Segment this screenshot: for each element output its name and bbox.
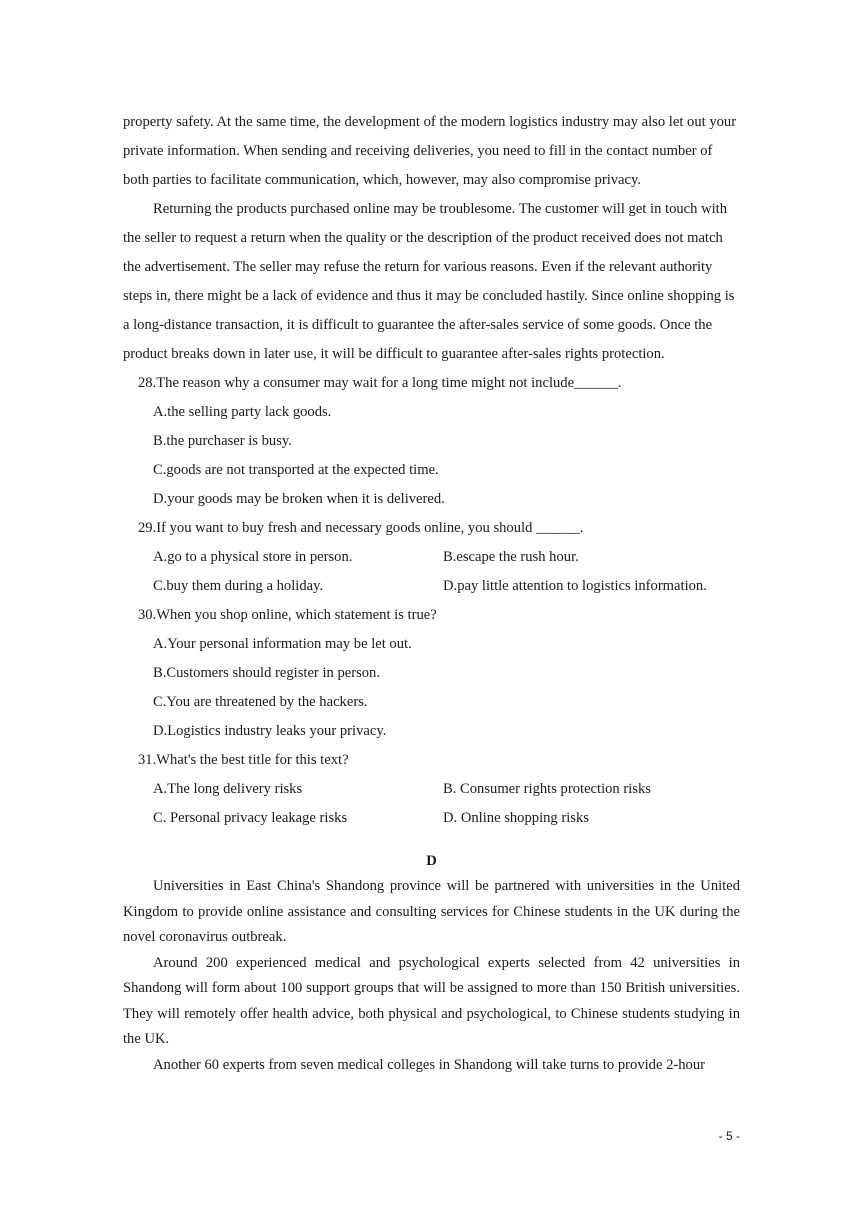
section-title: D <box>426 853 437 869</box>
option-row <box>123 572 740 601</box>
option-a: A.Your personal information may be let out. <box>153 636 412 652</box>
page-number: - 5 - <box>718 1129 740 1143</box>
option-a: A.The long delivery risks <box>153 781 303 797</box>
option-c: C.goods are not transported at the expected time. <box>153 462 439 478</box>
option-row <box>123 775 740 804</box>
option-b: B.the purchaser is busy. <box>153 433 292 449</box>
option-c: C.buy them during a holiday. <box>153 578 324 594</box>
question-stem: 30.When you shop online, which statement is true? <box>138 607 437 623</box>
paragraph-d-2: Around 200 experienced medical and psychological experts selected from 42 universities in Shandong will form about 100 support groups that will be assigned to more than 150 British universities. They will remotely offer health advice, both physical and psychological, to Chinese students studying in the UK. <box>123 954 740 1047</box>
option-d: D.Logistics industry leaks your privacy. <box>153 723 387 739</box>
question-stem: 29.If you want to buy fresh and necessary goods online, you should ______. <box>138 520 584 536</box>
option-a: A.the selling party lack goods. <box>153 404 332 420</box>
option-b: B.Customers should register in person. <box>153 665 380 681</box>
paragraph-d-3: Another 60 experts from seven medical colleges in Shandong will take turns to provide 2-hour <box>153 1056 705 1073</box>
question-31 <box>123 746 740 833</box>
question-stem: 28.The reason why a consumer may wait for a long time might not include______. <box>138 375 622 391</box>
page-content <box>123 108 740 1078</box>
question-28 <box>123 369 740 514</box>
paragraph-d-1: Universities in East China's Shandong province will be partnered with universities in the United Kingdom to provide online assistance and consulting services for Chinese students in the UK during the novel coronavirus outbreak. <box>123 878 740 945</box>
paragraph-c-1: property safety. At the same time, the development of the modern logistics industry may also let out your private information. When sending and receiving deliveries, you need to fill in the contact number of both parties to facilitate communication, which, however, may also compromise privacy. <box>123 114 737 188</box>
option-a: A.go to a physical store in person. <box>153 549 353 565</box>
question-30 <box>123 601 740 746</box>
option-row <box>123 543 740 572</box>
question-29 <box>123 514 740 601</box>
option-b: B. Consumer rights protection risks <box>443 781 651 797</box>
question-stem: 31.What's the best title for this text? <box>138 752 349 768</box>
option-d: D. Online shopping risks <box>443 810 589 826</box>
option-c: C. Personal privacy leakage risks <box>153 810 348 826</box>
option-d: D.your goods may be broken when it is delivered. <box>153 491 445 507</box>
option-d: D.pay little attention to logistics information. <box>443 578 707 594</box>
paragraph-c-2: Returning the products purchased online may be troublesome. The customer will get in touch with the seller to request a return when the quality or the description of the product received does not match the advertisement. The seller may refuse the return for various reasons. Even if the relevant authority steps in, there might be a lack of evidence and thus it may be concluded hastily. Since online shopping is a long-distance transaction, it is difficult to guarantee the after-sales service of some goods. Once the product breaks down in later use, it will be difficult to guarantee after-sales rights protection. <box>123 201 735 362</box>
option-c: C.You are threatened by the hackers. <box>153 694 368 710</box>
option-row <box>123 804 740 833</box>
option-b: B.escape the rush hour. <box>443 549 579 565</box>
